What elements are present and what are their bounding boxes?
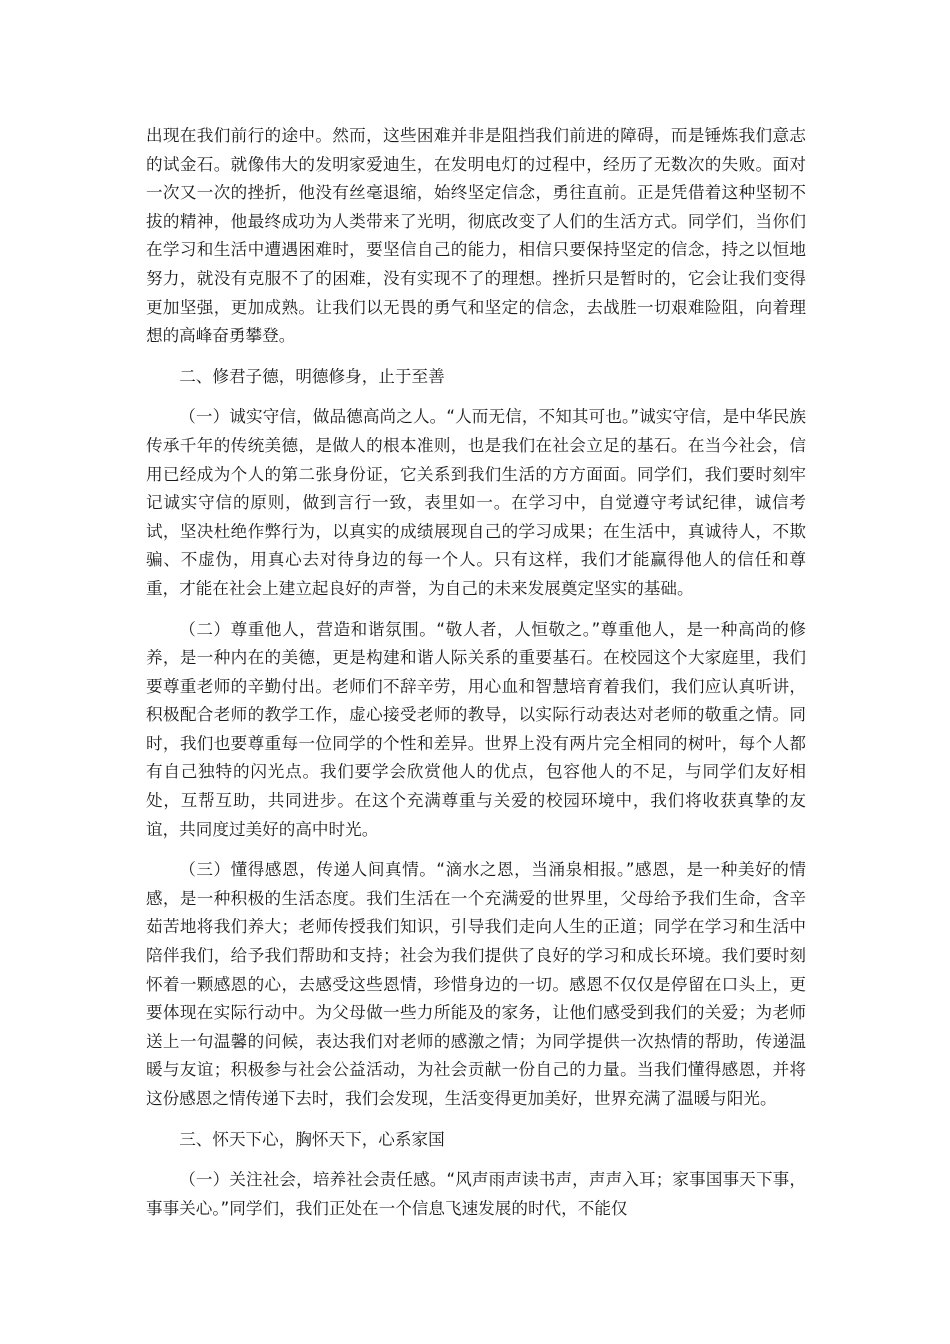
document-page [146,122,806,1235]
paragraph-society: （一）关注社会，培养社会责任感。“风声雨声读书声，声声入耳；家事国事天下事，事事关心。”同学们，我们正处在一个信息飞速发展的时代，不能仅 [146,1170,806,1218]
section-heading-three: 三、怀天下心，胸怀天下，心系家国 [179,1129,445,1149]
paragraph-honesty: （一）诚实守信，做品德高尚之人。“人而无信，不知其可也。”诚实守信，是中华民族传承千年的传统美德，是做人的根本准则，也是我们在社会立足的基石。在当今社会，信用已经成为个人的第二张身份证，它关系到我们生活的方方面面。同学们，我们要时刻牢记诚实守信的原则，做到言行一致，表里如一。在学习中，自觉遵守考试纪律，诚信考试，坚决杜绝作弊行为，以真实的成绩展现自己的学习成果；在生活中，真诚待人，不欺骗、不虚伪，用真心去对待身边的每一个人。只有这样，我们才能赢得他人的信任和尊重，才能在社会上建立起良好的声誉，为自己的未来发展奠定坚实的基础。 [146,407,806,598]
paragraph-gratitude: （三）懂得感恩，传递人间真情。“滴水之恩，当涌泉相报。”感恩，是一种美好的情感，是一种积极的生活态度。我们生活在一个充满爱的世界里，父母给予我们生命，含辛茹苦地将我们养大；老师传授我们知识，引导我们走向人生的正道；同学在学习和生活中陪伴我们，给予我们帮助和支持；社会为我们提供了良好的学习和成长环境。我们要时刻怀着一颗感恩的心，去感受这些恩情，珍惜身边的一切。感恩不仅仅是停留在口头上，更要体现在实际行动中。为父母做一些力所能及的家务，让他们感受到我们的关爱；为老师送上一句温馨的问候，表达我们对老师的感激之情；为同学提供一次热情的帮助，传递温暖与友谊；积极参与社会公益活动，为社会贡献一份自己的力量。当我们懂得感恩，并将这份感恩之情传递下去时，我们会发现，生活变得更加美好，世界充满了温暖与阳光。 [146,860,806,1108]
paragraph-respect: （二）尊重他人，营造和谐氛围。“敬人者，人恒敬之。”尊重他人，是一种高尚的修养，是一种内在的美德，更是构建和谐人际关系的重要基石。在校园这个大家庭里，我们要尊重老师的辛勤付出。老师们不辞辛劳，用心血和智慧培育着我们，我们应认真听讲，积极配合老师的教学工作，虚心接受老师的教导，以实际行动表达对老师的敬重之情。同时，我们也要尊重每一位同学的个性和差异。世界上没有两片完全相同的树叶，每个人都有自己独特的闪光点。我们要学会欣赏他人的优点，包容他人的不足，与同学们友好相处，互帮互助，共同进步。在这个充满尊重与关爱的校园环境中，我们将收获真挚的友谊，共同度过美好的高中时光。 [146,619,806,839]
paragraph-continuation: 出现在我们前行的途中。然而，这些困难并非是阻挡我们前进的障碍，而是锤炼我们意志的试金石。就像伟大的发明家爱迪生，在发明电灯的过程中，经历了无数次的失败。面对一次又一次的挫折，他没有丝毫退缩，始终坚定信念，勇往直前。正是凭借着这种坚韧不拔的精神，他最终成功为人类带来了光明，彻底改变了人们的生活方式。同学们，当你们在学习和生活中遭遇困难时，要坚信自己的能力，相信只要保持坚定的信念，持之以恒地努力，就没有克服不了的困难，没有实现不了的理想。挫折只是暂时的，它会让我们变得更加坚强，更加成熟。让我们以无畏的勇气和坚定的信念，去战胜一切艰难险阻，向着理想的高峰奋勇攀登。 [146,126,806,346]
section-heading-two: 二、修君子德，明德修身，止于至善 [179,366,445,386]
